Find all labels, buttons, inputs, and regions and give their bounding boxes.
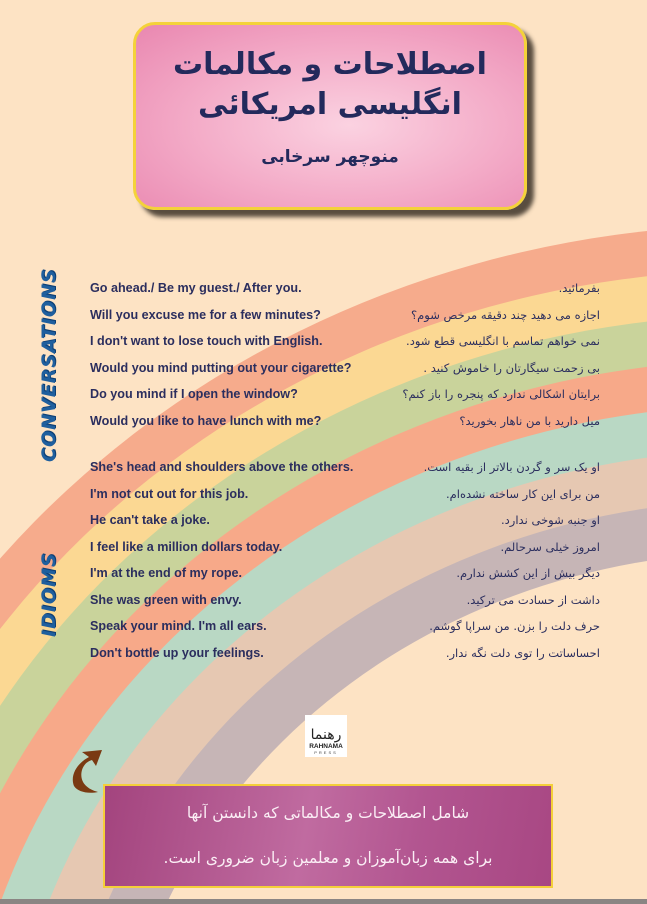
- book-title-line-1: اصطلاحات و مکالمات: [173, 47, 487, 82]
- persian-translation: بفرمائید.: [558, 281, 600, 295]
- list-item: [90, 513, 610, 540]
- english-phrase: Would you mind putting out your cigarette?: [90, 360, 352, 375]
- english-phrase: Will you excuse me for a few minutes?: [90, 307, 321, 322]
- english-phrase: I'm not cut out for this job.: [90, 486, 249, 501]
- list-item: [90, 414, 610, 441]
- english-phrase: I feel like a million dollars today.: [90, 539, 283, 554]
- idioms-list: [90, 460, 610, 672]
- english-phrase: Do you mind if I open the window?: [90, 387, 298, 401]
- list-item: [90, 460, 610, 487]
- persian-translation: داشت از حسادت می ترکید.: [466, 592, 600, 607]
- english-phrase: She's head and shoulders above the others.: [90, 460, 354, 474]
- list-item: [90, 334, 610, 361]
- persian-translation: میل دارید با من ناهار بخورید؟: [459, 413, 600, 428]
- idioms-section-label: IDIOMS: [38, 552, 60, 637]
- publisher-logo-icon: رهنما: [310, 727, 342, 743]
- english-phrase: Would you like to have lunch with me?: [90, 413, 322, 428]
- list-item: [90, 593, 610, 620]
- info-text-line-1: شامل اصطلاحات و مکالماتی که دانستن آنها: [186, 804, 470, 822]
- persian-translation: او یک سر و گردن بالاتر از بقیه است.: [423, 460, 600, 474]
- author-name: منوچهر سرخابی: [261, 147, 399, 167]
- persian-translation: بی زحمت سیگارتان را خاموش کنید .: [423, 360, 600, 375]
- list-item: [90, 361, 610, 388]
- english-phrase: I'm at the end of my rope.: [90, 566, 243, 580]
- persian-translation: نمی خواهم تماسم با انگلیسی قطع شود.: [406, 334, 600, 348]
- english-phrase: Speak your mind. I'm all ears.: [90, 619, 267, 633]
- persian-translation: امروز خیلی سرحالم.: [500, 539, 600, 554]
- persian-translation: برایتان اشکالی ندارد که پنجره را باز کنم؟: [402, 387, 600, 401]
- publisher-subtitle: PRESS: [314, 750, 338, 755]
- list-item: [90, 566, 610, 593]
- persian-translation: او جنبه شوخی ندارد.: [501, 513, 600, 527]
- english-phrase: Don't bottle up your feelings.: [90, 645, 264, 660]
- title-box: [133, 22, 527, 210]
- list-item: [90, 387, 610, 414]
- english-phrase: She was green with envy.: [90, 592, 242, 607]
- english-phrase: Go ahead./ Be my guest./ After you.: [90, 281, 302, 295]
- persian-translation: احساساتت را توی دلت نگه ندار.: [445, 645, 600, 660]
- publisher-logo: [305, 715, 347, 757]
- publisher-name: RAHNAMA: [309, 743, 343, 750]
- english-phrase: I don't want to lose touch with English.: [90, 334, 323, 348]
- conversations-list: [90, 281, 610, 440]
- book-title-line-2: انگلیسی امریکائی: [198, 87, 462, 122]
- list-item: [90, 308, 610, 335]
- bottom-edge-divider: [0, 899, 647, 904]
- persian-translation: اجازه می دهید چند دقیقه مرخص شوم؟: [411, 307, 600, 322]
- list-item: [90, 646, 610, 673]
- list-item: [90, 540, 610, 567]
- conversations-section-label: CONVERSATIONS: [38, 268, 60, 462]
- list-item: [90, 619, 610, 646]
- list-item: [90, 281, 610, 308]
- list-item: [90, 487, 610, 514]
- persian-translation: من برای این کار ساخته نشده‌ام.: [446, 486, 600, 501]
- english-phrase: He can't take a joke.: [90, 513, 210, 527]
- persian-translation: دیگر بیش از این کشش ندارم.: [456, 566, 600, 580]
- info-text-line-2: برای همه زبان‌آموزان و معلمین زبان ضروری است.: [163, 849, 493, 867]
- info-box: [103, 784, 553, 888]
- persian-translation: حرف دلت را بزن. من سراپا گوشم.: [429, 619, 600, 633]
